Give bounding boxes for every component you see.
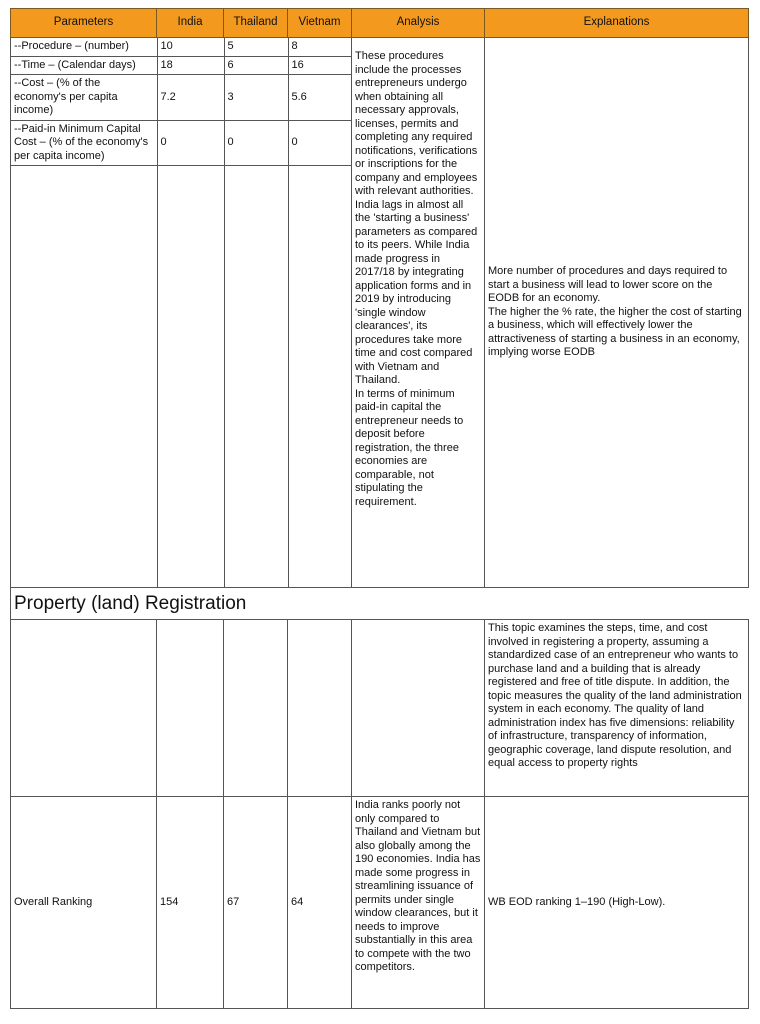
table-row	[11, 38, 352, 56]
ranking-explanation: WB EOD ranking 1–190 (High-Low).	[485, 797, 749, 1009]
startup-explanation-text: More number of procedures and days required to start a business will lead to lower score on the EODB for an economy. The higher the % rate, the higher the cost of starting a business, which will effectively lower the attractiveness of starting a business in an economy, implying worse EODB	[488, 265, 742, 359]
ranking-label: Overall Ranking	[11, 797, 157, 1009]
header-analysis: Analysis	[352, 9, 485, 38]
india-value: 0	[157, 120, 224, 166]
table-row	[11, 75, 352, 121]
empty-cell	[288, 620, 352, 797]
ranking-thailand: 67	[224, 797, 288, 1009]
empty-cell	[224, 620, 288, 797]
startup-values-cell	[11, 38, 352, 588]
india-value: 7.2	[157, 75, 224, 121]
vietnam-value: 5.6	[288, 75, 352, 121]
table-row	[11, 120, 352, 166]
ranking-india: 154	[157, 797, 224, 1009]
thailand-value: 3	[224, 75, 288, 121]
india-value: 18	[157, 56, 224, 75]
ranking-vietnam: 64	[288, 797, 352, 1009]
param-label: --Time – (Calendar days)	[11, 56, 157, 75]
thailand-value: 0	[224, 120, 288, 166]
empty-cell	[157, 620, 224, 797]
startup-analysis-cell	[352, 38, 485, 588]
section-title: Property (land) Registration	[11, 588, 749, 620]
startup-analysis-text: These procedures include the processes entrepreneurs undergo when obtaining all necessary approvals, licenses, permits and completing any required notifications, verifications or inscriptions for the company and employees with relevant authorities. India lags in almost all the 'starting a business' parameters as compared to its peers. While India made progress in 2017/18 by integrating application forms and in 2019 by introducing 'single window clearances', its procedures take more time and cost compared with Vietnam and Thailand. In terms of minimum paid-in capital the entrepreneur needs to deposit before registration, the three economies are comparable, not stipulating the requirement.	[355, 50, 478, 508]
table-row-empty	[11, 166, 352, 588]
startup-subtable	[11, 38, 352, 587]
thailand-value: 5	[224, 38, 288, 56]
header-explanations: Explanations	[485, 9, 749, 38]
startup-explanation-cell	[485, 38, 749, 588]
vietnam-value: 0	[288, 120, 352, 166]
property-description-row	[11, 620, 749, 797]
document-page	[10, 8, 748, 1009]
starting-business-block	[11, 38, 749, 588]
vietnam-value: 8	[288, 38, 352, 56]
param-label: --Paid-in Minimum Capital Cost – (% of the economy's per capita income)	[11, 120, 157, 166]
empty-cell	[352, 620, 485, 797]
eodb-comparison-table	[10, 8, 749, 1009]
india-value: 10	[157, 38, 224, 56]
header-thailand: Thailand	[224, 9, 288, 38]
empty-cell	[11, 620, 157, 797]
table-row	[11, 56, 352, 75]
param-label: --Procedure – (number)	[11, 38, 157, 56]
header-vietnam: Vietnam	[288, 9, 352, 38]
thailand-value: 6	[224, 56, 288, 75]
vietnam-value: 16	[288, 56, 352, 75]
header-row	[11, 9, 749, 38]
property-explanation: This topic examines the steps, time, and cost involved in registering a property, assuming a standardized case of an entrepreneur who wants to purchase land and a building that is already registered and free of title dispute. In addition, the topic measures the quality of the land administration system in each economy. The quality of land administration index has five dimensions: reliability of infrastructure, transparency of information, geographic coverage, land dispute resolution, and equal access to property rights	[485, 620, 749, 797]
header-parameters: Parameters	[11, 9, 157, 38]
ranking-analysis: India ranks poorly not only compared to Thailand and Vietnam but also globally among the 190 economies. India has made some progress in streamlining issuance of permits under single window clearances, but it needs to improve substantially in this area to compete with the two competitors.	[352, 797, 485, 1009]
param-label: --Cost – (% of the economy's per capita income)	[11, 75, 157, 121]
ranking-row	[11, 797, 749, 1009]
section-row	[11, 588, 749, 620]
header-india: India	[157, 9, 224, 38]
